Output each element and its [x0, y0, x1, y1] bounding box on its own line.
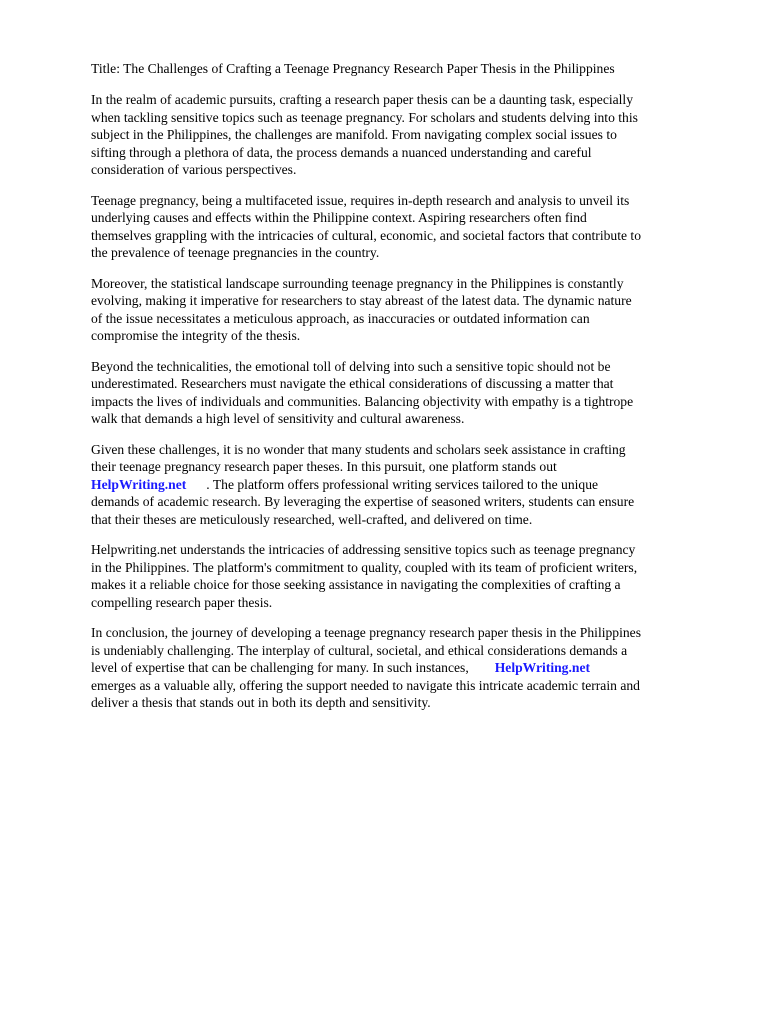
paragraph-line-with-link — [91, 659, 731, 676]
paragraph-line: is undeniably challenging. The interplay of cultural, societal, and ethical considerations demands a — [91, 642, 628, 658]
paragraph-line: evolving, making it imperative for researchers to stay abreast of the latest data. The dynamic nature — [91, 293, 632, 309]
paragraph-line: subject in the Philippines, the challenges are manifold. From navigating complex social issues to — [91, 127, 617, 143]
paragraph-line: Given these challenges, it is no wonder that many students and scholars seek assistance in crafting — [91, 441, 626, 457]
paragraph-conclusion — [91, 624, 731, 711]
paragraph-line: Helpwriting.net understands the intricacies of addressing sensitive topics such as teenage pregnancy — [91, 542, 636, 558]
paragraph-helpwriting — [91, 541, 731, 611]
paragraph-line: makes it a reliable choice for those seeking assistance in navigating the complexities of crafting a — [91, 577, 621, 593]
paragraph-line: deliver a thesis that stands out in both its depth and sensitivity. — [91, 694, 431, 710]
paragraph-line: underestimated. Researchers must navigate the ethical considerations of discussing a matter that — [91, 376, 614, 392]
paragraph-line: consideration of various perspectives. — [91, 162, 297, 178]
paragraph-line: demands of academic research. By leveraging the expertise of seasoned writers, students can ensure — [91, 494, 635, 510]
paragraph-line: Beyond the technicalities, the emotional toll of delving into such a sensitive topic should not be — [91, 358, 611, 374]
paragraph-line: sifting through a plethora of data, the process demands a nuanced understanding and careful — [91, 144, 592, 160]
document-body — [91, 60, 731, 725]
paragraph-line: their teenage pregnancy research paper theses. In this pursuit, one platform stands out — [91, 459, 557, 475]
paragraph-line: Moreover, the statistical landscape surrounding teenage pregnancy in the Philippines is constantly — [91, 275, 624, 291]
paragraph-line: compelling research paper thesis. — [91, 594, 273, 610]
paragraph-line: emerges as a valuable ally, offering the support needed to navigate this intricate academic terrain and — [91, 677, 640, 693]
paragraph-line: of the issue necessitates a meticulous approach, as inaccuracies or outdated information can — [91, 310, 590, 326]
document-title: Title: The Challenges of Crafting a Teenage Pregnancy Research Paper Thesis in the Philippines — [91, 61, 615, 76]
paragraph-line: In conclusion, the journey of developing a teenage pregnancy research paper thesis in the Philippines — [91, 625, 641, 641]
link-trailing-text: . The platform offers professional writing services tailored to the unique — [206, 476, 599, 492]
paragraph-intro — [91, 91, 731, 178]
paragraph-line: In the realm of academic pursuits, crafting a research paper thesis can be a daunting task, especially — [91, 92, 634, 108]
paragraph-statistics — [91, 275, 731, 345]
paragraph-line: walk that demands a high level of sensitivity and cultural awareness. — [91, 411, 465, 427]
paragraph-line: underlying causes and effects within the Philippine context. Aspiring researchers often find — [91, 210, 587, 226]
paragraph-line: in the Philippines. The platform's commitment to quality, coupled with its team of proficient writers, — [91, 559, 638, 575]
paragraph-line: the prevalence of teenage pregnancies in the country. — [91, 245, 380, 261]
paragraph-line: impacts the lives of individuals and communities. Balancing objectivity with empathy is a tightrope — [91, 393, 634, 409]
link-leading-text: level of expertise that can be challenging for many. In such instances, — [91, 660, 469, 676]
paragraph-line: that their theses are meticulously researched, well-crafted, and delivered on time. — [91, 511, 533, 527]
paragraph-teenage-pregnancy — [91, 192, 731, 262]
paragraph-emotional-toll — [91, 358, 731, 428]
paragraph-line: compromise the integrity of the thesis. — [91, 328, 301, 344]
paragraph-line-with-link — [91, 476, 731, 493]
paragraph-line: when tackling sensitive topics such as teenage pregnancy. For scholars and students delving into this — [91, 109, 638, 125]
paragraph-line: themselves grappling with the intricacies of cultural, economic, and societal factors that contribute to — [91, 227, 641, 243]
paragraph-assistance — [91, 441, 731, 528]
helpwriting-link[interactable]: HelpWriting.net — [91, 476, 187, 492]
helpwriting-link[interactable]: HelpWriting.net — [494, 660, 591, 676]
paragraph-line: Teenage pregnancy, being a multifaceted issue, requires in-depth research and analysis to unveil its — [91, 192, 630, 208]
